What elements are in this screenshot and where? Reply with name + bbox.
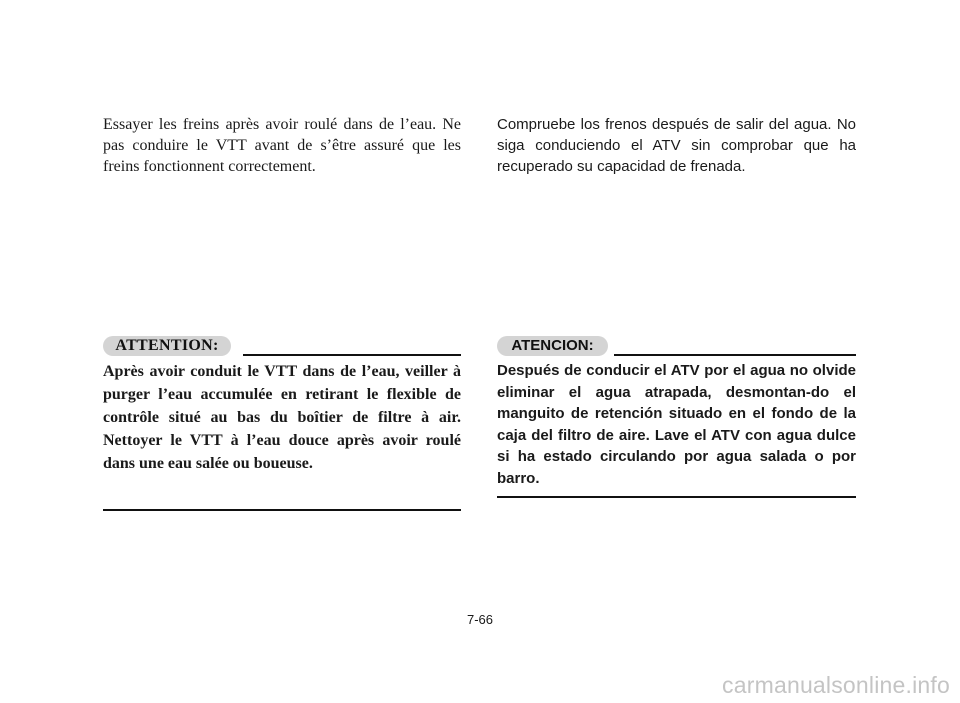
french-notice-header — [103, 336, 461, 356]
spanish-notice-text: Después de conducir el ATV por el agua no olvide eliminar el agua atrapada, desmontan-do el manguito de retención situado en el fondo de la caja del filtro de aire. Lave el ATV con agua dulce si ha estado circulando por agua salada o por barro. — [497, 362, 856, 487]
watermark[interactable]: carmanualsonline.info — [722, 672, 950, 698]
spanish-notice-end-rule — [497, 496, 856, 498]
french-notice-text: Après avoir conduit le VTT dans de l’eau, veiller à purger l’eau accumulée en retirant le flexible de contrôle situé au bas du boîtier de filtre à air. Nettoyer le VTT à l’eau douce après avoir roulé dans une eau salée ou boueuse. — [103, 363, 461, 472]
french-paragraph: Essayer les freins après avoir roulé dans de l’eau. Ne pas conduire le VTT avant de s’être assuré que les freins fonctionnent correctement. — [103, 116, 461, 175]
french-notice-label: ATTENTION: — [103, 336, 231, 356]
spanish-paragraph: Compruebe los frenos después de salir del agua. No siga conduciendo el ATV sin comprobar que ha recuperado su capacidad de frenada. — [497, 116, 856, 175]
french-notice-end-rule — [103, 509, 461, 511]
spanish-notice-header — [497, 336, 856, 356]
spanish-notice-label: ATENCION: — [497, 336, 608, 356]
spanish-notice-rule — [614, 354, 856, 356]
french-notice-rule — [243, 354, 461, 356]
page-number: 7-66 — [466, 612, 494, 627]
